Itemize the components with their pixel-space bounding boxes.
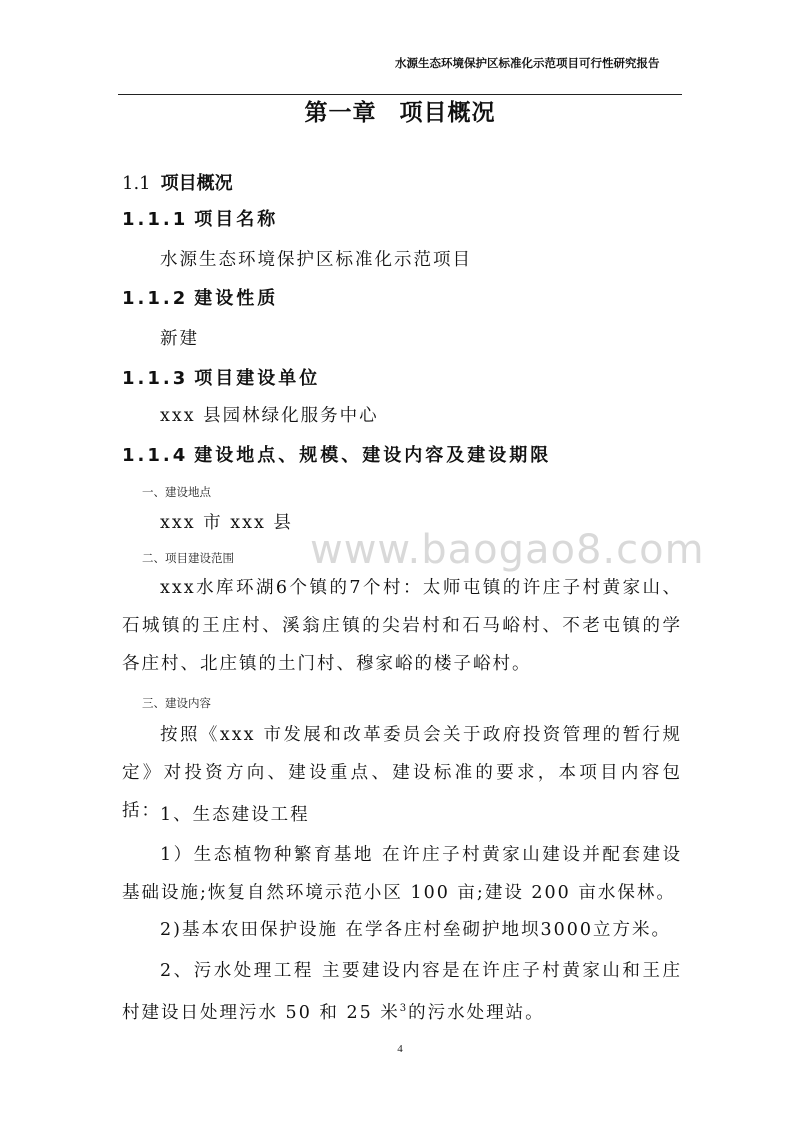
header-divider: [118, 94, 682, 95]
subsection-label-scope: 二、项目建设范围: [142, 551, 234, 565]
sewage-text-pre: 2、污水处理工程 主要建设内容是在许庄子村黄家山和王庄村建设日处理污水 50 和 25 米: [122, 961, 682, 1023]
cubic-superscript: 3: [399, 1003, 409, 1014]
location-text: xxx 市 xxx 县: [160, 513, 293, 533]
item-plant-nursery-paragraph: 1）生态植物种繁育基地 在许庄子村黄家山建设并配套建设基础设施;恢复自然环境示范小区 100 亩;建设 200 亩水保林。: [122, 845, 682, 903]
subsection-label-location: 一、建设地点: [142, 485, 211, 499]
section-heading-1-1-1: [122, 207, 278, 233]
content-intro-paragraph: 按照《xxx 市发展和改革委员会关于政府投资管理的暂行规定》对投资方向、建设重点、建设标准的要求，本项目内容包括：: [122, 725, 682, 821]
section-title: 建设性质: [194, 288, 279, 309]
construction-nature-text: 新建: [160, 329, 199, 349]
chapter-title: 第一章 项目概况: [304, 100, 496, 126]
subsection-label-content: 三、建设内容: [142, 696, 211, 710]
section-title: 建设地点、规模、建设内容及建设期限: [194, 445, 552, 466]
page-number: 4: [397, 1043, 403, 1055]
section-heading-1-1: [122, 171, 233, 197]
section-number: 1.1.1: [122, 209, 189, 230]
section-number: 1.1.4: [122, 445, 189, 466]
section-heading-1-1-2: [122, 286, 278, 312]
construction-unit-text: xxx 县园林绿化服务中心: [160, 406, 379, 426]
section-title: 项目名称: [194, 209, 279, 230]
item-farmland-protection: 2)基本农田保护设施 在学各庄村垒砌护地坝3000立方米。: [160, 920, 672, 940]
running-header: 水源生态环境保护区标准化示范项目可行性研究报告: [395, 56, 660, 70]
sewage-text-post: 的污水处理站。: [408, 1003, 545, 1023]
item-sewage-treatment-paragraph: [122, 952, 682, 1032]
section-heading-1-1-4: [122, 443, 551, 469]
section-title: 项目建设单位: [194, 368, 321, 389]
watermark: www.baogao8.com: [310, 527, 705, 573]
project-name-text: 水源生态环境保护区标准化示范项目: [160, 250, 472, 270]
section-number: 1.1.2: [122, 288, 189, 309]
section-title: 项目概况: [160, 173, 233, 194]
section-heading-1-1-3: [122, 366, 320, 392]
section-number: 1.1: [122, 173, 151, 194]
scope-paragraph: xxx水库环湖6个镇的7个村：太师屯镇的许庄子村黄家山、石城镇的王庄村、溪翁庄镇的尖岩村和石马峪村、不老屯镇的学各庄村、北庄镇的土门村、穆家峪的楼子峪村。: [122, 578, 682, 674]
item-ecological-construction: 1、生态建设工程: [160, 805, 310, 825]
section-number: 1.1.3: [122, 368, 189, 389]
